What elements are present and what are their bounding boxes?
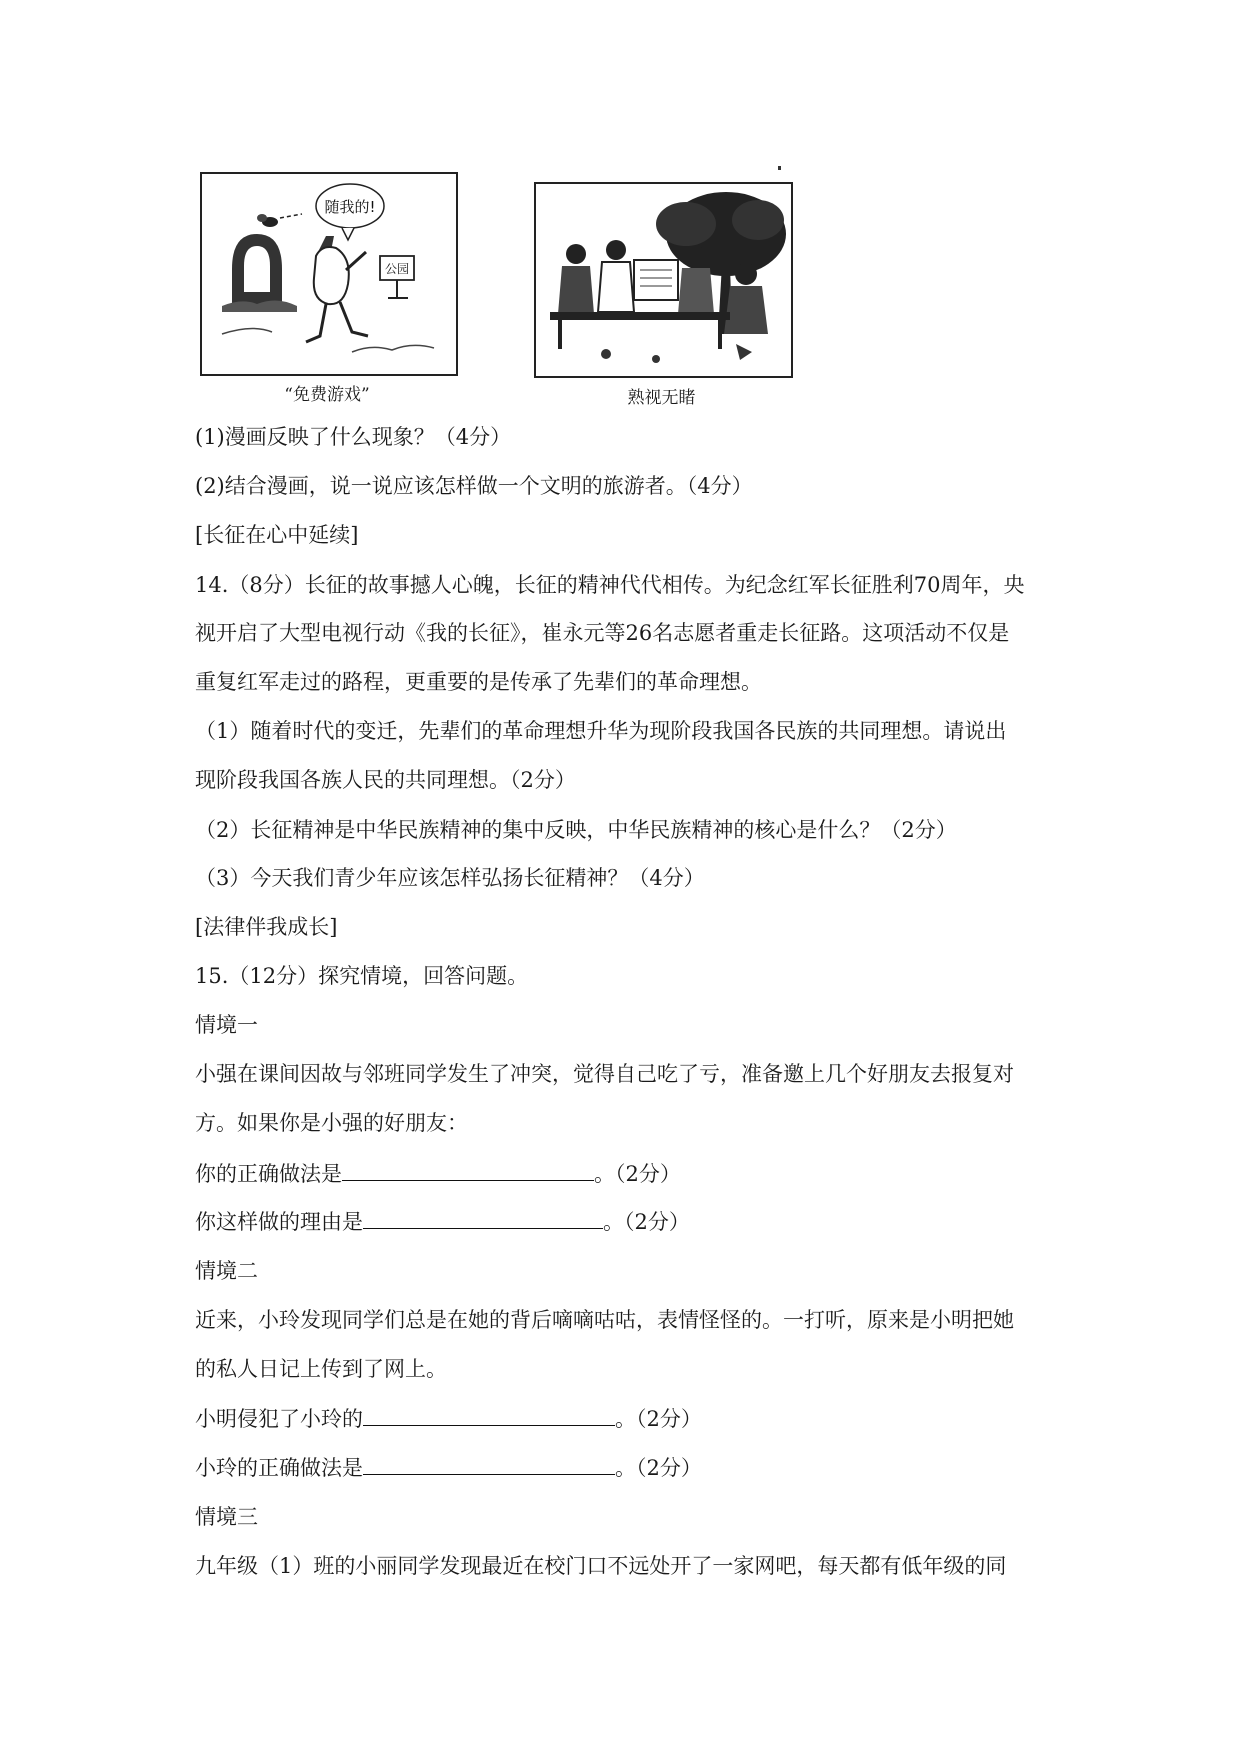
scene-1-answer-a-suffix: 。（2分） xyxy=(594,1162,681,1186)
question-13-2: (2)结合漫画，说一说应该怎样做一个文明的旅游者。（4分） xyxy=(195,474,753,498)
cartoon-turn-blind-eye-caption: 熟视无睹 xyxy=(627,388,696,408)
scene-2-answer-b-prefix: 小玲的正确做法是 xyxy=(195,1456,363,1480)
question-14-line-2: 视开启了大型电视行动《我的长征》，崔永元等26名志愿者重走长征路。这项活动不仅是 xyxy=(195,621,1010,645)
scene-1-title: 情境一 xyxy=(195,1013,258,1037)
scene-2-title: 情境二 xyxy=(195,1259,258,1283)
scene-2-line-1: 近来，小玲发现同学们总是在她的背后嘀嘀咕咕，表情怪怪的。一打听，原来是小明把她 xyxy=(195,1308,1014,1332)
scene-2-line-2: 的私人日记上传到了网上。 xyxy=(195,1357,447,1381)
cartoon-free-game xyxy=(200,172,458,376)
question-14-3: （3）今天我们青少年应该怎样弘扬长征精神？（4分） xyxy=(195,866,705,890)
scene-1-answer-a-prefix: 你的正确做法是 xyxy=(195,1162,342,1186)
scene-2-answer-b-suffix: 。（2分） xyxy=(615,1456,702,1480)
cartoon-turn-blind-eye xyxy=(534,182,793,378)
question-13-1: (1)漫画反映了什么现象？（4分） xyxy=(195,425,512,449)
scan-speck xyxy=(778,166,781,170)
scene-2-answer-a-suffix: 。（2分） xyxy=(615,1407,702,1431)
question-14-line-1: 14.（8分）长征的故事撼人心魄，长征的精神代代相传。为纪念红军长征胜利70周年，央 xyxy=(195,573,1025,597)
scene-2-answer-a xyxy=(195,1403,702,1434)
scene-1-line-2: 方。如果你是小强的好朋友： xyxy=(195,1111,468,1135)
speech-bubble-text: 随我的! xyxy=(324,198,376,216)
scene-1-answer-b-prefix: 你这样做的理由是 xyxy=(195,1210,363,1234)
answer-blank-4[interactable] xyxy=(363,1452,615,1475)
newspaper xyxy=(634,260,678,300)
section-heading-long-march: [长征在心中延续] xyxy=(195,523,359,547)
scene-3-title: 情境三 xyxy=(195,1505,258,1529)
scene-1-answer-b-suffix: 。（2分） xyxy=(603,1210,690,1234)
question-14-1-line-2: 现阶段我国各族人民的共同理想。（2分） xyxy=(195,768,576,792)
cartoon-free-game-caption: “免费游戏” xyxy=(284,385,370,405)
question-15: 15.（12分）探究情境，回答问题。 xyxy=(195,964,529,988)
question-14-1-line-1: （1）随着时代的变迁，先辈们的革命理想升华为现阶段我国各民族的共同理想。请说出 xyxy=(195,719,1007,743)
park-sign-text: 公园 xyxy=(384,262,410,276)
scene-1-answer-a xyxy=(195,1158,681,1189)
scene-1-answer-b xyxy=(195,1206,690,1237)
question-14-line-3: 重复红军走过的路程，更重要的是传承了先辈们的革命理想。 xyxy=(195,670,762,694)
cartoon-turn-blind-eye-drawing xyxy=(536,184,791,376)
answer-blank-1[interactable] xyxy=(342,1158,594,1181)
cartoon-free-game-drawing xyxy=(202,174,456,374)
scene-3-line-1: 九年级（1）班的小丽同学发现最近在校门口不远处开了一家网吧，每天都有低年级的同 xyxy=(195,1554,1007,1578)
scene-1-line-1: 小强在课间因故与邻班同学发生了冲突，觉得自己吃了亏，准备邀上几个好朋友去报复对 xyxy=(195,1062,1014,1086)
scene-2-answer-b xyxy=(195,1452,702,1483)
scene-2-answer-a-prefix: 小明侵犯了小玲的 xyxy=(195,1407,363,1431)
question-14-2: （2）长征精神是中华民族精神的集中反映，中华民族精神的核心是什么？（2分） xyxy=(195,818,957,842)
section-heading-law: [法律伴我成长] xyxy=(195,915,338,939)
answer-blank-2[interactable] xyxy=(363,1206,603,1229)
answer-blank-3[interactable] xyxy=(363,1403,615,1426)
